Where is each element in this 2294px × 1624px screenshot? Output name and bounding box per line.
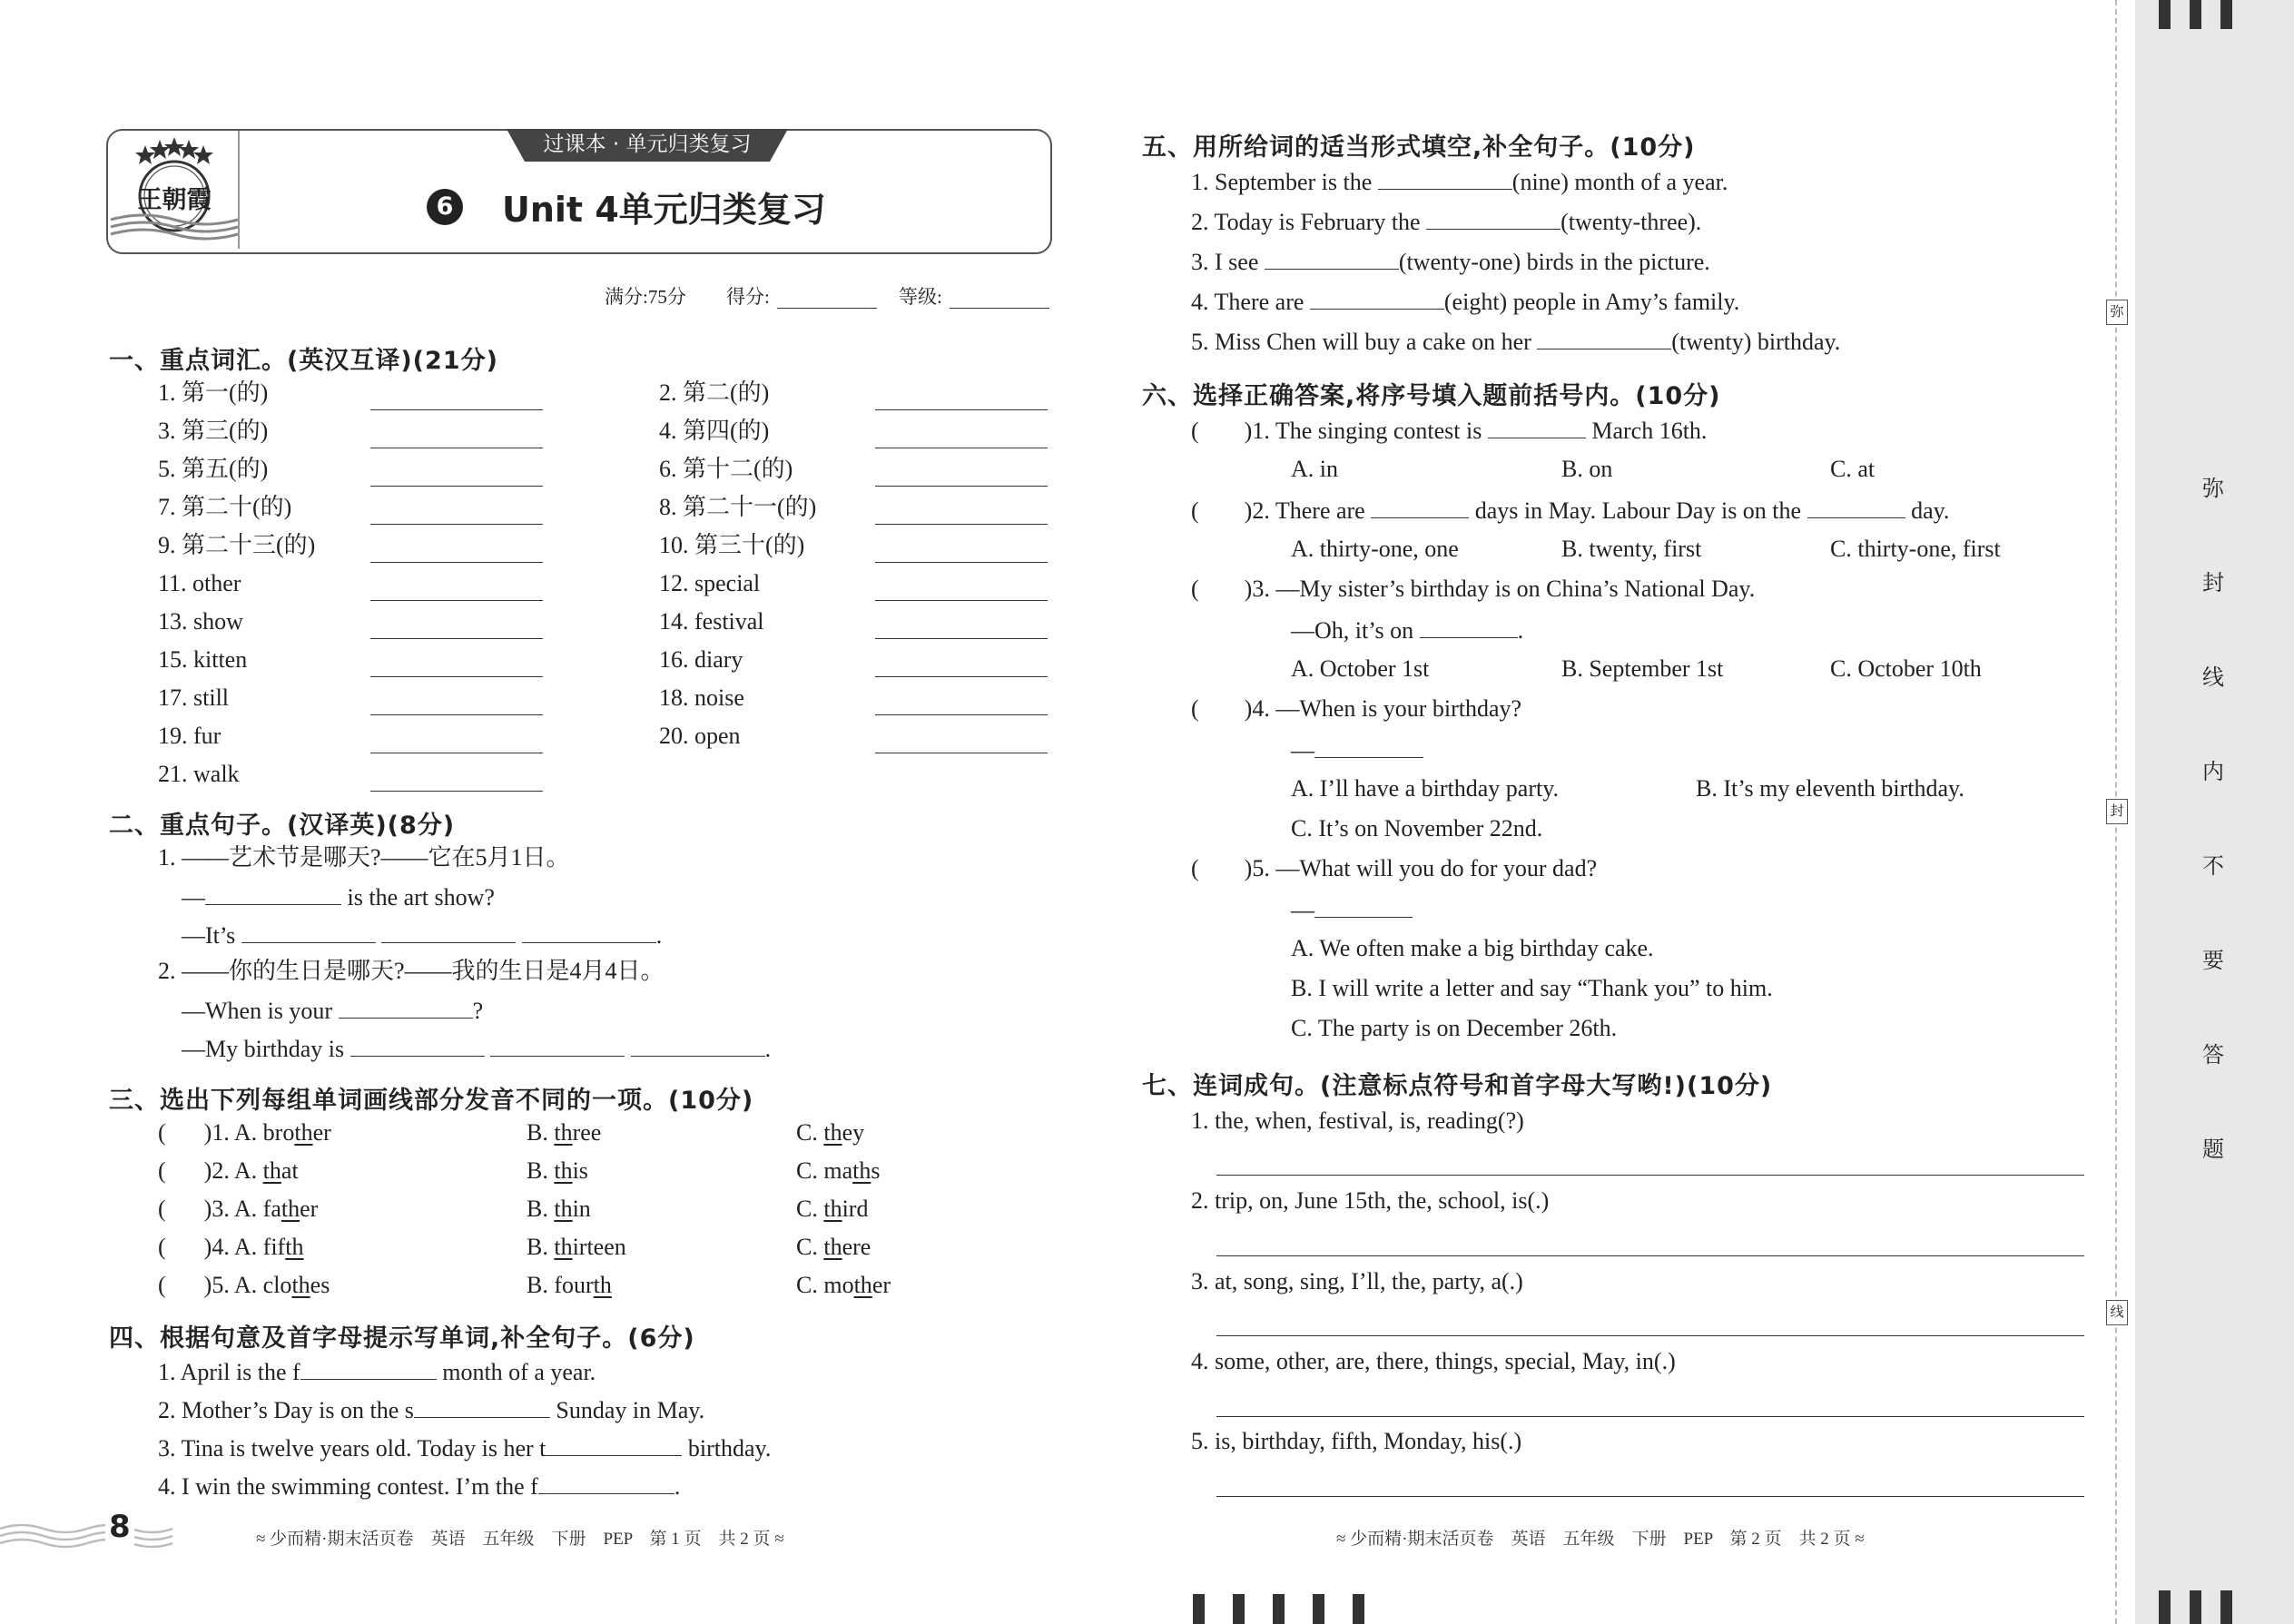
s6-q1: ( )1. The singing contest is March 16th. [1191, 418, 1708, 444]
vocab-item: 2. 第二(的) [659, 379, 770, 406]
vocab-blank[interactable] [875, 638, 1048, 639]
answer-line[interactable] [1216, 1496, 2084, 1497]
score-blank[interactable] [777, 308, 877, 309]
answer-blank[interactable] [381, 920, 516, 943]
s2-q1: 1. ——艺术节是哪天?——它在5月1日。 [158, 844, 570, 871]
vocab-blank[interactable] [370, 409, 543, 410]
question-number: )5. A. [203, 1272, 263, 1298]
vocab-item: 13. show [158, 608, 243, 635]
vocab-blank[interactable] [875, 562, 1048, 563]
vocab-item: 4. 第四(的) [659, 418, 770, 444]
grade-label: 等级: [899, 286, 942, 308]
option-c: C. there [796, 1234, 871, 1260]
section-1-heading: 一、重点词汇。(英汉互译)(21分) [109, 347, 498, 375]
s2-q1a [182, 882, 495, 911]
s2-q1b-pre: —It’s [182, 922, 241, 949]
answer-blank[interactable] [339, 996, 473, 1019]
s5-row: 1. September is the (nine) month of a year. [1191, 169, 1728, 195]
vocab-item: 17. still [158, 684, 230, 711]
option-c: C. third [796, 1196, 869, 1222]
s6-q4-b[interactable]: B. It’s my eleventh birthday. [1696, 775, 1964, 802]
s7-row: 2. trip, on, June 15th, the, school, is(.) [1191, 1187, 1550, 1214]
answer-blank[interactable] [1314, 895, 1413, 918]
vocab-item: 9. 第二十三(的) [158, 532, 316, 558]
vocab-item: 12. special [659, 570, 761, 596]
answer-line[interactable] [1216, 1175, 2084, 1176]
s2-q2b [182, 1034, 771, 1063]
answer-blank[interactable] [1488, 416, 1586, 438]
answer-paren[interactable]: ( [158, 1157, 166, 1184]
answer-blank[interactable] [631, 1034, 765, 1057]
s6-q1-c[interactable]: C. at [1830, 456, 1876, 482]
s2-q2a-post: ? [472, 998, 484, 1024]
s6-q5-dash: — [1291, 895, 1413, 924]
s6-q3-b[interactable]: B. September 1st [1561, 655, 1724, 682]
vocab-item: 19. fur [158, 723, 222, 749]
s4-row: 4. I win the swimming contest. I’m the f . [158, 1473, 681, 1500]
seal-mark: 封 [2106, 799, 2128, 824]
s2-q2b-end: . [764, 1036, 772, 1062]
s6-q5: ( )5. —What will you do for your dad? [1191, 855, 1598, 881]
vocab-blank[interactable] [370, 638, 543, 639]
s6-q5-b[interactable]: B. I will write a letter and say “Thank you” to him. [1291, 975, 1773, 1001]
answer-paren[interactable]: ( [1191, 576, 1199, 602]
s6-q5-a[interactable]: A. We often make a big birthday cake. [1291, 935, 1654, 961]
s6-q4-dash: — [1291, 735, 1423, 764]
logo-text: 王朝霞 [137, 186, 212, 214]
seal-mark: 线 [2106, 1300, 2128, 1325]
s6-q3-c[interactable]: C. October 10th [1830, 655, 1982, 682]
question-number: )1. A. [203, 1119, 263, 1146]
vocab-item: 21. walk [158, 761, 240, 787]
option-b: B. thin [527, 1196, 591, 1222]
footer-right: ≈ 少而精·期末活页卷 英语 五年级 下册 PEP 第 2 页 共 2 页 ≈ [1336, 1530, 1865, 1549]
option-b: B. this [527, 1157, 588, 1184]
option-c: C. mother [796, 1272, 891, 1298]
s2-q2b-pre: —My birthday is [182, 1036, 350, 1062]
s5-row: 4. There are (eight) people in Amy’s family. [1191, 289, 1740, 315]
answer-paren[interactable]: ( [1191, 497, 1199, 524]
answer-blank[interactable] [1310, 287, 1444, 310]
s6-q1-a[interactable]: A. in [1291, 456, 1338, 482]
answer-blank[interactable] [490, 1034, 625, 1057]
vocab-item: 11. other [158, 570, 241, 596]
answer-blank[interactable] [1420, 615, 1518, 638]
phonics-row: ( )3. A. father [158, 1196, 319, 1222]
vocab-blank[interactable] [875, 524, 1048, 525]
s6-q3-line2: —Oh, it’s on . [1291, 617, 1524, 644]
seal-mark: 弥 [2106, 300, 2128, 325]
s4-row: 1. April is the f month of a year. [158, 1359, 596, 1385]
s7-row: 1. the, when, festival, is, reading(?) [1191, 1107, 1524, 1134]
s5-row: 5. Miss Chen will buy a cake on her (twenty) birthday. [1191, 329, 1841, 355]
answer-blank[interactable] [538, 1471, 674, 1494]
seal-char: 不 [2202, 853, 2224, 879]
answer-line[interactable] [1216, 1416, 2084, 1417]
answer-paren[interactable]: ( [158, 1119, 166, 1146]
answer-blank[interactable] [1371, 496, 1469, 518]
vocab-item: 16. diary [659, 646, 743, 673]
section-2-heading: 二、重点句子。(汉译英)(8分) [109, 812, 456, 840]
vocab-item: 14. festival [659, 608, 764, 635]
seal-char: 内 [2202, 759, 2224, 784]
answer-blank[interactable] [1426, 207, 1561, 230]
option-b: B. fourth [527, 1272, 612, 1298]
s7-row: 4. some, other, are, there, things, special, May, in(.) [1191, 1348, 1676, 1374]
footer-left: ≈ 少而精·期末活页卷 英语 五年级 下册 PEP 第 1 页 共 2 页 ≈ [256, 1530, 784, 1549]
vocab-item: 8. 第二十一(的) [659, 494, 817, 520]
vocab-blank[interactable] [875, 409, 1048, 410]
s6-q4-c[interactable]: C. It’s on November 22nd. [1291, 815, 1543, 842]
vocab-item: 7. 第二十(的) [158, 494, 292, 520]
answer-paren[interactable]: ( [1191, 855, 1199, 881]
answer-blank[interactable] [1807, 496, 1905, 518]
s4-row: 3. Tina is twelve years old. Today is her t birthday. [158, 1435, 772, 1462]
s7-row: 5. is, birthday, fifth, Monday, his(.) [1191, 1428, 1522, 1454]
score-label: 得分: [726, 286, 770, 308]
vocab-blank[interactable] [875, 600, 1048, 601]
s5-row: 2. Today is February the (twenty-three). [1191, 209, 1702, 235]
s2-q1b [182, 920, 662, 950]
question-number: )3. A. [203, 1196, 263, 1222]
answer-line[interactable] [1216, 1255, 2084, 1256]
phonics-row: ( )1. A. brother [158, 1119, 331, 1146]
answer-blank[interactable] [1537, 327, 1671, 349]
answer-blank[interactable] [1378, 167, 1512, 190]
s2-q1a-pre: — [182, 884, 205, 910]
vocab-blank[interactable] [370, 791, 543, 792]
vocab-item: 10. 第三十(的) [659, 532, 805, 558]
s2-q2a [182, 996, 483, 1025]
footer-wave-left [0, 1518, 172, 1554]
option-b: B. thirteen [527, 1234, 626, 1260]
s2-q2a-pre: —When is your [182, 998, 339, 1024]
s6-q3: ( )3. —My sister’s birthday is on China’s National Day. [1191, 576, 1756, 602]
s6-q5-c[interactable]: C. The party is on December 26th. [1291, 1015, 1618, 1041]
seal-char: 答 [2202, 1042, 2224, 1068]
vocab-item: 20. open [659, 723, 741, 749]
s6-q4: ( )4. —When is your birthday? [1191, 695, 1522, 722]
section-4-heading: 四、根据句意及首字母提示写单词,补全句子。(6分) [109, 1324, 695, 1353]
answer-blank[interactable] [300, 1357, 437, 1380]
vocab-item: 3. 第三(的) [158, 418, 269, 444]
vocab-blank[interactable] [370, 524, 543, 525]
vocab-blank[interactable] [875, 676, 1048, 677]
question-number: )2. A. [203, 1157, 263, 1184]
answer-blank[interactable] [1265, 247, 1399, 270]
answer-blank[interactable] [546, 1433, 682, 1456]
phonics-row: ( )5. A. clothes [158, 1272, 330, 1298]
answer-paren[interactable]: ( [158, 1196, 166, 1222]
grade-blank[interactable] [950, 308, 1049, 309]
vocab-blank[interactable] [370, 562, 543, 563]
question-number: )4. A. [203, 1234, 263, 1260]
s6-q2-c[interactable]: C. thirty-one, first [1830, 536, 2001, 562]
phonics-row: ( )4. A. fifth [158, 1234, 304, 1260]
unit-number: 6 [436, 192, 454, 221]
answer-blank[interactable] [241, 920, 376, 943]
s2-q2: 2. ——你的生日是哪天?——我的生日是4月4日。 [158, 958, 665, 984]
s6-q3-a[interactable]: A. October 1st [1291, 655, 1430, 682]
full-score: 满分:75分 [605, 286, 686, 308]
vocab-item: 1. 第一(的) [158, 379, 269, 406]
section-3-heading: 三、选出下列每组单词画线部分发音不同的一项。(10分) [109, 1087, 754, 1115]
s6-q2-a[interactable]: A. thirty-one, one [1291, 536, 1459, 562]
answer-blank[interactable] [522, 920, 656, 943]
section-6-heading: 六、选择正确答案,将序号填入题前括号内。(10分) [1142, 382, 1721, 410]
vocab-item: 5. 第五(的) [158, 456, 269, 482]
binding-strip [2135, 0, 2294, 1624]
page-title: Unit 4单元归类复习 [502, 190, 826, 230]
answer-blank[interactable] [350, 1034, 485, 1057]
answer-blank[interactable] [414, 1395, 550, 1418]
answer-paren[interactable]: ( [1191, 695, 1199, 722]
section-7-heading: 七、连词成句。(注意标点符号和首字母大写哟!)(10分) [1142, 1072, 1773, 1100]
vocab-item: 15. kitten [158, 646, 248, 673]
seal-char: 弥 [2202, 476, 2224, 501]
vocab-item: 6. 第十二(的) [659, 456, 793, 482]
answer-paren[interactable]: ( [158, 1234, 166, 1260]
option-b: B. three [527, 1119, 602, 1146]
vocab-blank[interactable] [370, 676, 543, 677]
answer-line[interactable] [1216, 1335, 2084, 1336]
s4-row: 2. Mother’s Day is on the s Sunday in May. [158, 1397, 705, 1423]
vocab-blank[interactable] [370, 600, 543, 601]
s5-row: 3. I see (twenty-one) birds in the picture. [1191, 249, 1710, 275]
s7-row: 3. at, song, sing, I’ll, the, party, a(.) [1191, 1268, 1523, 1294]
page-number: 8 [105, 1509, 134, 1545]
s2-q1a-post: is the art show? [341, 884, 495, 910]
seal-char: 题 [2202, 1137, 2224, 1162]
s6-q4-a[interactable]: A. I’ll have a birthday party. [1291, 775, 1560, 802]
s2-q1b-end: . [655, 922, 663, 949]
answer-blank[interactable] [1314, 735, 1423, 758]
vocab-blank[interactable] [370, 714, 543, 715]
answer-paren[interactable]: ( [1191, 418, 1199, 444]
s6-q1-b[interactable]: B. on [1561, 456, 1613, 482]
s6-q2-b[interactable]: B. twenty, first [1561, 536, 1702, 562]
seal-char: 封 [2202, 570, 2224, 595]
section-5-heading: 五、用所给词的适当形式填空,补全句子。(10分) [1142, 133, 1696, 162]
seal-char: 线 [2202, 664, 2224, 690]
answer-paren[interactable]: ( [158, 1272, 166, 1298]
option-c: C. they [796, 1119, 865, 1146]
vocab-blank[interactable] [370, 486, 543, 487]
vocab-blank[interactable] [875, 714, 1048, 715]
banner-label: 过课本 · 单元归类复习 [543, 133, 752, 156]
vocab-blank[interactable] [875, 486, 1048, 487]
option-c: C. maths [796, 1157, 881, 1184]
answer-blank[interactable] [205, 882, 341, 905]
phonics-row: ( )2. A. that [158, 1157, 299, 1184]
s6-q2: ( )2. There are days in May. Labour Day is on the day. [1191, 497, 1950, 524]
seal-char: 要 [2202, 948, 2224, 973]
vocab-item: 18. noise [659, 684, 744, 711]
